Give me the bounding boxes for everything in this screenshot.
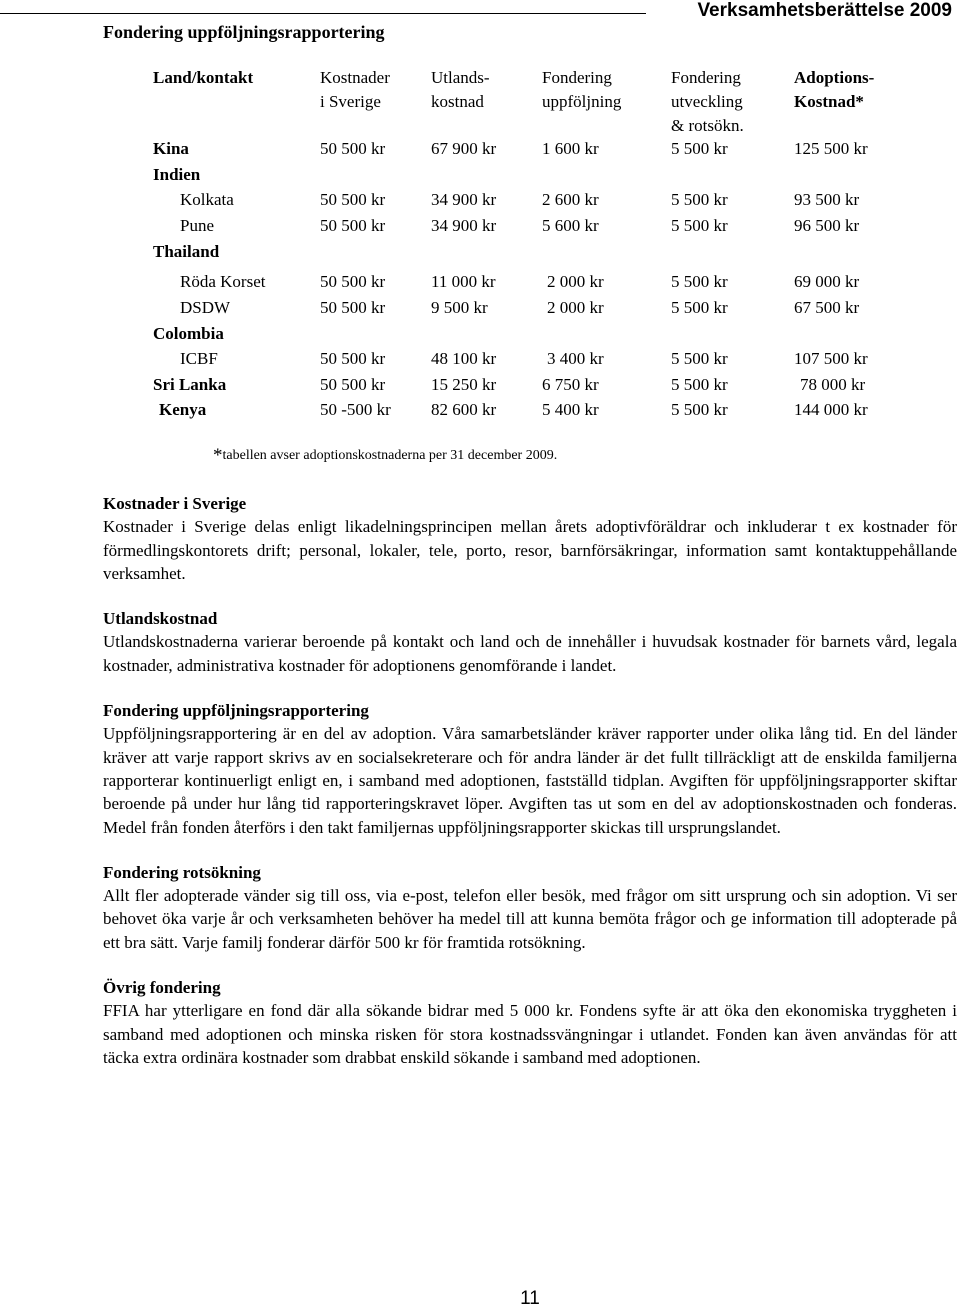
cell-uppfoljning: 1 600 kr — [542, 139, 599, 158]
cell-uppfoljning: 5 600 kr — [542, 216, 599, 235]
cell-utveckling: 5 500 kr — [671, 375, 728, 394]
page-number: 11 — [520, 1288, 540, 1309]
body-text — [103, 492, 957, 1091]
header-utland: kostnad — [431, 92, 484, 111]
row-label: DSDW — [180, 298, 231, 317]
footnote-star: * — [213, 445, 223, 466]
cell-sverige: 50 -500 kr — [320, 400, 391, 419]
row-label: Pune — [180, 216, 214, 235]
cell-utland: 34 900 kr — [431, 190, 497, 209]
section-heading: Utlandskostnad — [103, 609, 218, 629]
section-paragraph: Kostnader i Sverige delas enligt likadelningsprincipen mellan årets adoptivföräldrar och inkluderar t ex kostnader för förmedlingskontorets drift; personal, lokaler, tele, porto, resor, barnförsäkringar, information samt kontaktuppehållande verksamhet. — [103, 517, 957, 583]
row-label: Kolkata — [180, 190, 234, 209]
running-header-title: Fondering uppföljningsrapportering — [103, 22, 385, 42]
header-rule — [0, 13, 646, 14]
cell-adoption: 67 500 kr — [794, 298, 860, 317]
header-utveckling: & rotsökn. — [671, 116, 744, 135]
cell-sverige: 50 500 kr — [320, 349, 386, 368]
cell-uppfoljning: 6 750 kr — [542, 375, 599, 394]
cell-adoption: 125 500 kr — [794, 139, 868, 158]
row-label: Indien — [153, 165, 201, 184]
cell-utveckling: 5 500 kr — [671, 400, 728, 419]
header-sverige: Kostnader — [320, 68, 390, 87]
table-footnote — [213, 444, 557, 468]
cell-uppfoljning: 3 400 kr — [547, 349, 604, 368]
section-paragraph: Allt fler adopterade vänder sig till oss, via e-post, telefon eller besök, med frågor om sitt ursprung och sin adoption. Vi ser behovet öka varje år och verksamheten behöver ha medel till att kunna bemöta frågor och ge information till adopterade på ett bra sätt. Varje familj fonderar därför 500 kr för framtida rotsökning. — [103, 886, 957, 952]
cell-utland: 48 100 kr — [431, 349, 497, 368]
cell-adoption: 78 000 kr — [800, 375, 866, 394]
header-uppfoljning: uppföljning — [542, 92, 622, 111]
row-label: Sri Lanka — [153, 375, 227, 394]
row-label: Thailand — [153, 242, 220, 261]
row-label: Kenya — [159, 400, 207, 419]
text-section — [103, 976, 957, 1069]
cell-adoption: 93 500 kr — [794, 190, 860, 209]
section-heading: Kostnader i Sverige — [103, 494, 247, 513]
cell-utveckling: 5 500 kr — [671, 190, 728, 209]
section-paragraph: Utlandskostnaderna varierar beroende på kontakt och land och de innehåller i huvudsak kostnader för barnets vård, legala kostnader, administrativa kostnader för adoptionens genomförande i landet. — [103, 632, 957, 675]
header-uppfoljning: Fondering — [542, 68, 612, 87]
cell-sverige: 50 500 kr — [320, 298, 386, 317]
text-section — [103, 861, 957, 954]
header-sverige: i Sverige — [320, 92, 381, 111]
section-paragraph: Uppföljningsrapportering är en del av adoption. Våra samarbetsländer kräver rapporter under olika lång tid. En del länder kräver att varje rapport skrivs av en socialsekreterare och för andra länder är det fullt tillräckligt att de enskilda familjerna rapporterar kontinuerligt enligt en, i samband med adoptionen, fastställd tidplan. Avgiften för uppföljningsrapporter skiftar beroende på under hur lång tid rapporteringskravet löper. Avgiften tas ut som en del av adoptionskostnaden och fonderas. Medel från fonden återförs i den takt familjernas uppföljningsrapporter skickas till ursprungslandet. — [103, 724, 957, 837]
row-label: ICBF — [180, 349, 218, 368]
cell-adoption: 96 500 kr — [794, 216, 860, 235]
cell-utland: 67 900 kr — [431, 139, 497, 158]
cell-sverige: 50 500 kr — [320, 190, 386, 209]
cell-adoption: 107 500 kr — [794, 349, 868, 368]
cell-utveckling: 5 500 kr — [671, 216, 728, 235]
section-heading: Fondering uppföljningsrapportering — [103, 701, 369, 721]
text-section — [103, 699, 957, 839]
footnote-text: tabellen avser adoptionskostnaderna per 31 december 2009. — [222, 448, 558, 463]
cell-utland: 9 500 kr — [431, 298, 488, 317]
cell-utveckling: 5 500 kr — [671, 298, 728, 317]
cell-sverige: 50 500 kr — [320, 216, 386, 235]
row-label: Colombia — [153, 324, 224, 343]
section-heading: Fondering rotsökning — [103, 862, 261, 882]
cell-sverige: 50 500 kr — [320, 375, 386, 394]
cell-utland: 34 900 kr — [431, 216, 497, 235]
cell-utland: 15 250 kr — [431, 375, 497, 394]
cell-utveckling: 5 500 kr — [671, 272, 728, 291]
cell-uppfoljning: 5 400 kr — [542, 400, 599, 419]
cell-utland: 82 600 kr — [431, 400, 497, 419]
cell-adoption: 144 000 kr — [794, 400, 868, 419]
row-label: Kina — [153, 139, 189, 158]
header-utveckling: Fondering — [671, 68, 741, 87]
text-section — [103, 492, 957, 585]
header-utveckling: utveckling — [671, 92, 743, 111]
cell-utveckling: 5 500 kr — [671, 349, 728, 368]
cell-uppfoljning: 2 000 kr — [547, 272, 604, 291]
cell-uppfoljning: 2 600 kr — [542, 190, 599, 209]
cell-sverige: 50 500 kr — [320, 272, 386, 291]
section-paragraph: FFIA har ytterligare en fond där alla sökande bidrar med 5 000 kr. Fondens syfte är att öka den ekonomiska tryggheten i samband med adoptionen och minska risken för stora kostnadssvängningar i utlandet. Fonden kan även användas för att täcka extra ordinära kostnader som drabbat enskild sökande i samband med adoptionen. — [103, 1001, 957, 1067]
header-adoption: Kostnad* — [794, 92, 864, 111]
running-header-document-title: Verksamhetsberättelse 2009 — [697, 0, 952, 21]
cell-adoption: 69 000 kr — [794, 272, 860, 291]
cell-uppfoljning: 2 000 kr — [547, 298, 604, 317]
text-section — [103, 607, 957, 677]
cell-sverige: 50 500 kr — [320, 139, 386, 158]
row-label: Röda Korset — [180, 272, 266, 291]
header-land-kontakt: Land/kontakt — [153, 68, 254, 87]
cell-utland: 11 000 kr — [431, 272, 496, 291]
header-adoption: Adoptions- — [794, 68, 875, 87]
header-utland: Utlands- — [431, 68, 490, 87]
cell-utveckling: 5 500 kr — [671, 139, 728, 158]
section-heading: Övrig fondering — [103, 978, 221, 998]
